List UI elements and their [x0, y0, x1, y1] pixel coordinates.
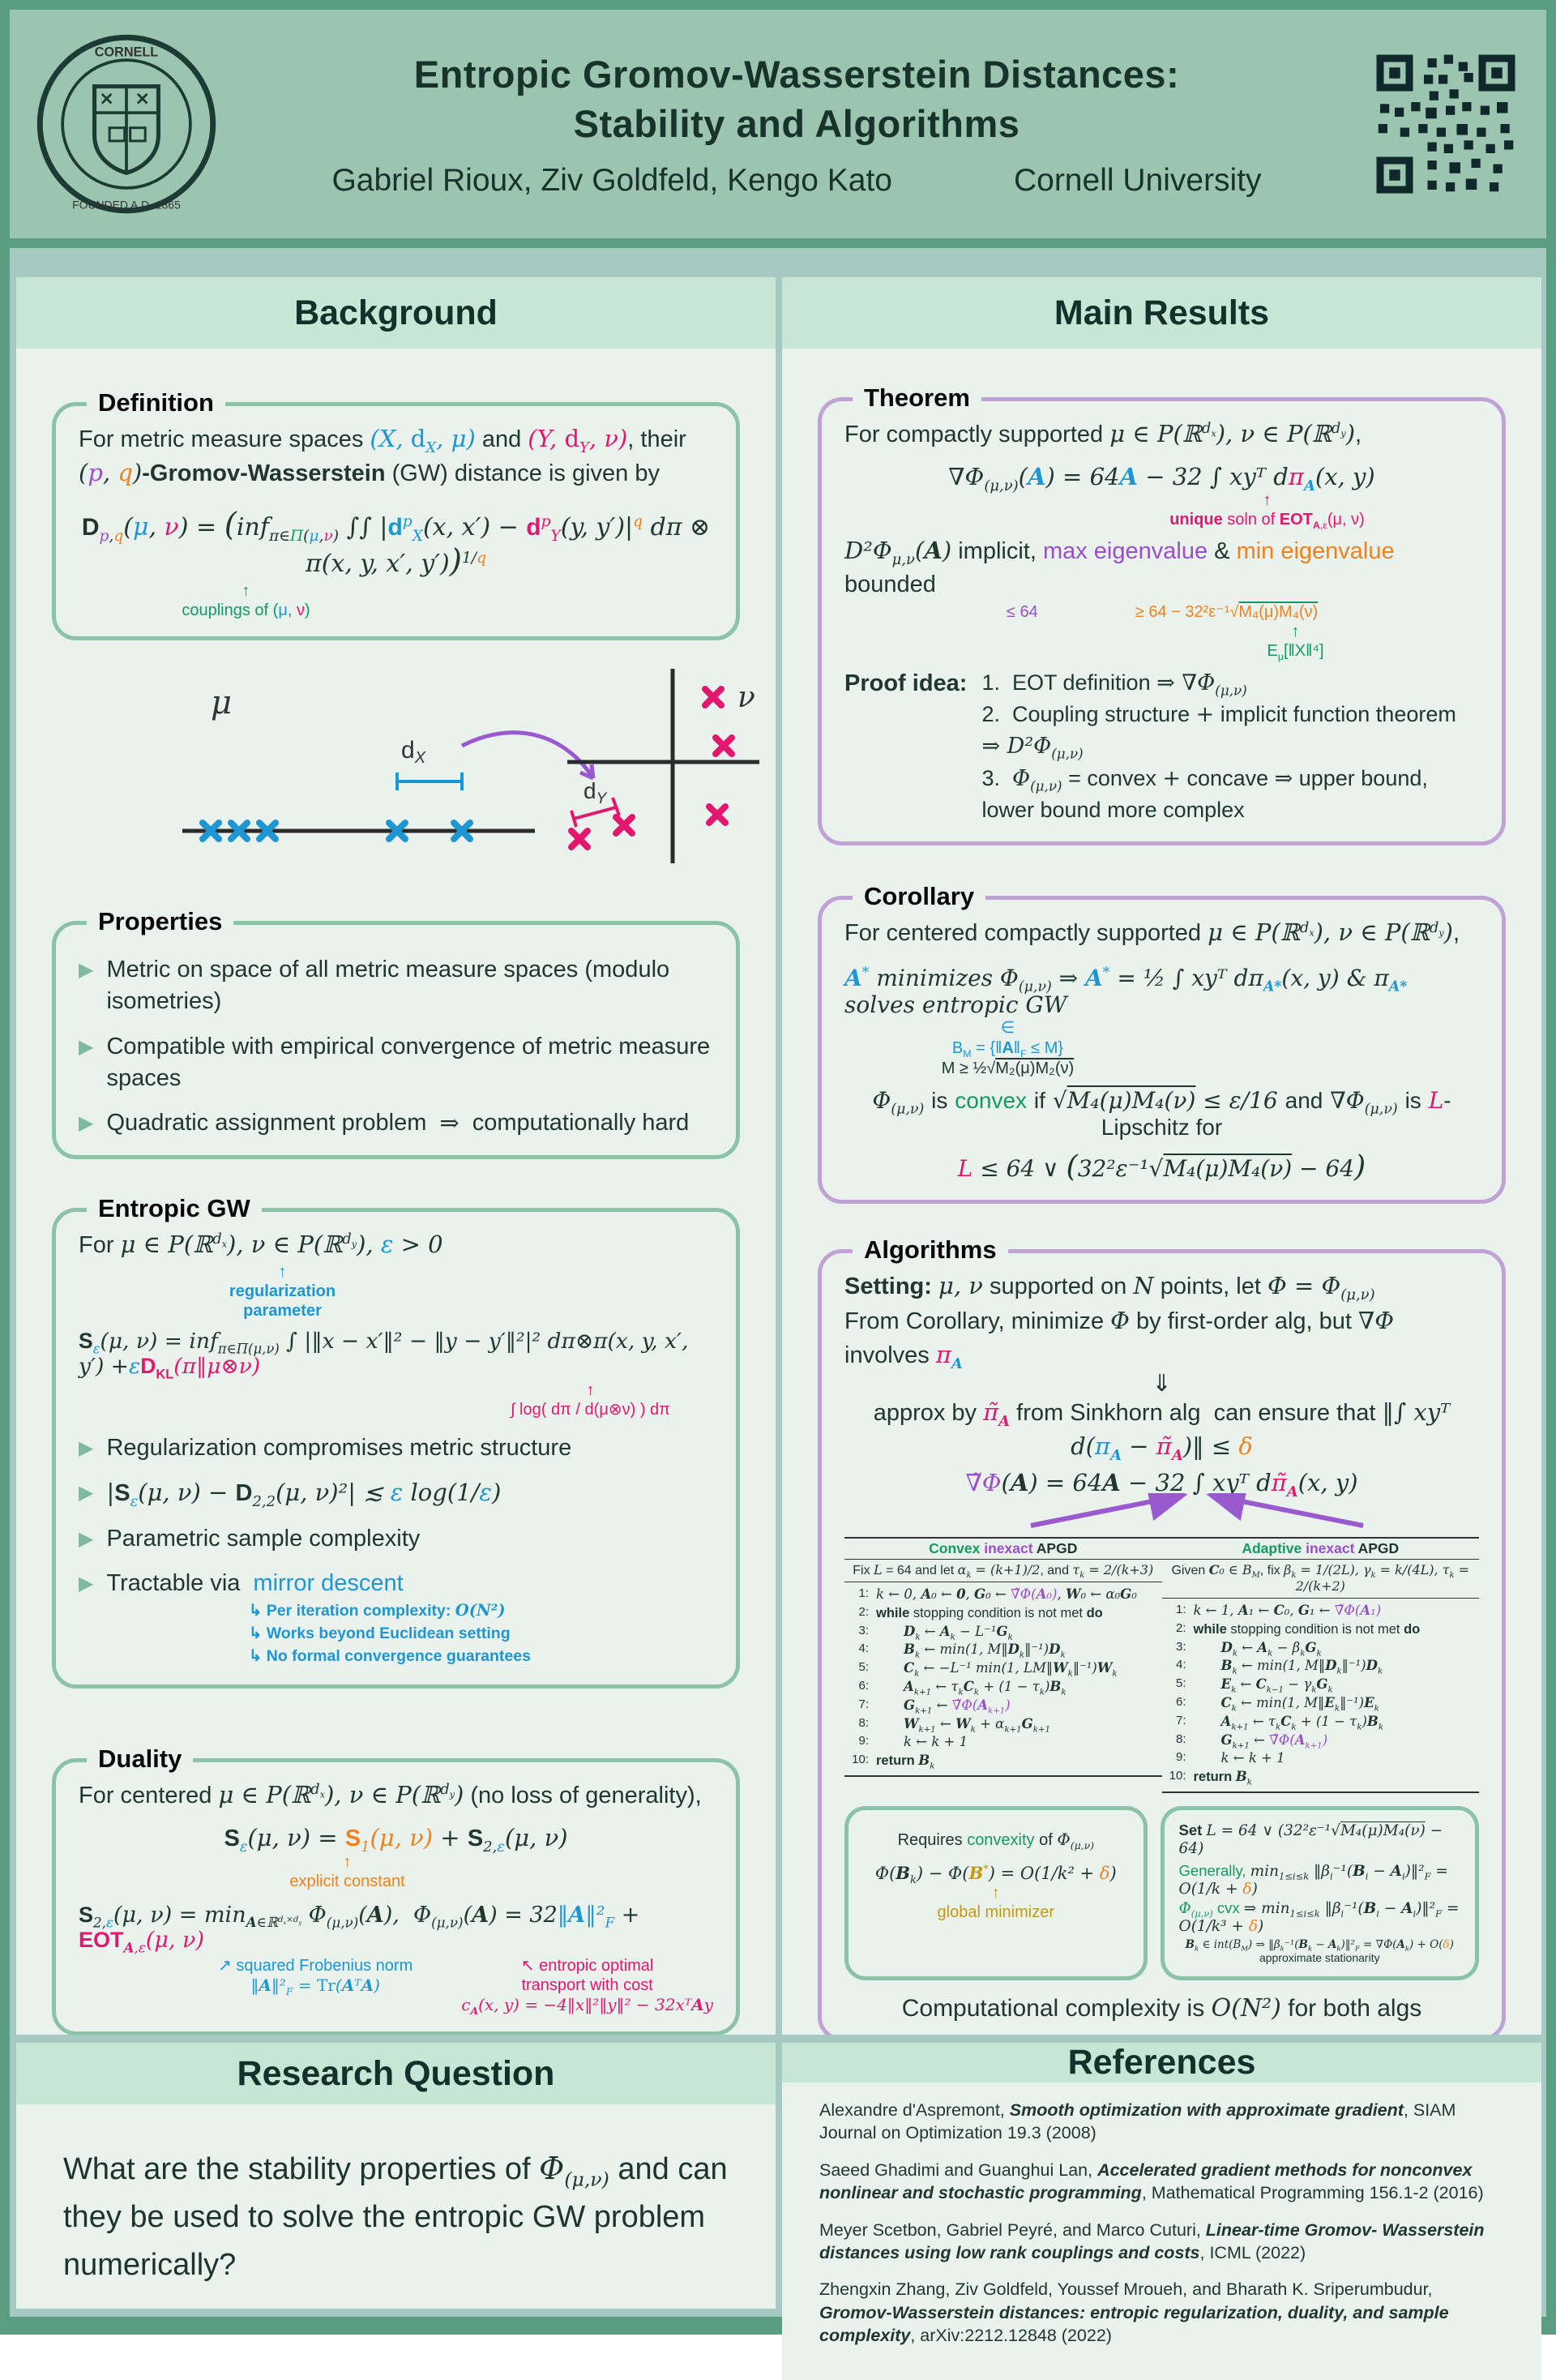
duality-formula2: $S_{2,\varepsilon}(\mu$, $\nu) = \min_{A\in ℝ^{d_x\times d_y}} \Phi_{(\mu,\nu)}(A)$, $\Phi_{(\mu,\nu)}(A)$ = $32‖A‖^2_F + EOT_{A,\varepsilon}(\mu$, ν): [79, 1902, 640, 1956]
gradient-formula: $\nabla\Phi_{(\mu,\nu)}(A) = 64A - 32$ ∫ xyᵀ $d\pi_A(x$, y): [948, 463, 1375, 494]
duality-intro: For centered μ ∈ P(ℝ$^{d_x}$), ν ∈ P(ℝ$^{d_y}$) (no loss of generality),: [79, 1780, 702, 1809]
mirror-descent-note: ↳ No formal convergence guarantees: [249, 1647, 531, 1666]
corollary-title: Corollary: [853, 883, 985, 910]
convexity-line: $\Phi_{(\mu,\nu)}$ is convex if √M₄(μ)M₄(ν) ≤ ε/16 and $\nabla\Phi_{(\mu,\nu)}$ is L-Lipschitz for: [872, 1087, 1451, 1141]
algorithms-line2: From Corollary, minimize Φ by first-order alg, but ∇Φ involves $\pi_A$: [844, 1306, 1395, 1372]
min-eig-note: ≥ 64 − 32²ε⁻¹√M₄(μ)M₄(ν): [1135, 602, 1319, 621]
cornell-seal-logo: [32, 30, 220, 218]
nu-label: ν: [737, 681, 755, 715]
background-column: [16, 277, 776, 2035]
references-panel: [782, 2043, 1541, 2345]
lipschitz-bound: L ≤ 64 ∨ (32²ε⁻¹√M₄(μ)M₄(ν) − 64): [957, 1149, 1366, 1184]
entropic-gw-bullet: ▶ Regularization compromises metric structure: [79, 1432, 713, 1464]
poster-title: [220, 49, 1373, 148]
couplings-note: ↑ couplings of (μ, ν): [182, 582, 310, 620]
poster-title-line2: Stability and Algorithms: [573, 102, 1020, 145]
property-item: ▶ Metric on space of all metric measure spaces (modulo isometries): [79, 954, 713, 1017]
properties-box: [52, 907, 740, 1159]
theorem-intro: For compactly supported μ ∈ P(ℝ$^{d_x}$), ν ∈ P(ℝ$^{d_y}$),: [844, 420, 1362, 447]
reference-item: Zhengxin Zhang, Ziv Goldfeld, Youssef Mroueh, and Bharath K. Sriperumbudur, Gromov-Wasserstein distances: entropic regularization, duality, and sample complexity, arXiv:2212.12848 (2022): [819, 2279, 1449, 2345]
entropic-gw-intro: For μ ∈ P(ℝ$^{d_x}$), ν ∈ P(ℝ$^{d_y}$), ε > 0: [79, 1231, 443, 1259]
reference-item: Saeed Ghadimi and Guanghui Lan, Accelerated gradient methods for nonconvex nonlinear and stochastic programming, Mathematical Programming 156.1-2 (2016): [819, 2160, 1484, 2203]
mirror-descent-note: ↳ Per iteration complexity: O(N²): [249, 1600, 506, 1620]
algorithms-setting: Setting: μ, ν supported on N points, let $\Phi = \Phi_{(\mu,\nu)}$: [844, 1272, 1375, 1304]
main-results-section-title: Main Results: [782, 277, 1541, 349]
convex-apgd-params: Fix L = 64 and let $\alpha_k = (k+1)/2$, and $\tau_k = 2/(k+3)$: [844, 1560, 1162, 1582]
mu-label: μ: [211, 684, 232, 722]
reference-item: Alexandre d'Aspremont, Smooth optimization with approximate gradient, SIAM Journal on Optimization 19.3 (2008): [819, 2100, 1456, 2143]
mm-spaces-figure-svg: [49, 649, 759, 900]
convex-apgd-title: Convex inexact APGD: [844, 1537, 1162, 1560]
research-question-title: Research Question: [16, 2043, 776, 2104]
convex-apgd-algorithm: Convex inexact APGD Fix L = 64 and let $\alpha_k = (k+1)/2$, and $\tau_k = 2/(k+3)$ 1: k ← 0, A₀ ← 0, G₀ ← ∇̃Φ(A₀), W₀ ← α₀G₀ 2: while stopping condition is not met do 3: $D_k$ ← $A_k - L^{-1}G_k$ 4: $B_k$ ← min(1, $M‖D_k‖^{-1})D_k$ 5: $C_k$ ← −L⁻¹ min(1, $LM‖W_k‖^{-1})W_k$ 6: $A_{k+1}$ ← $\tau_kC_k + (1 - \tau_k)B_k$ 7: $G_{k+1}$ ← $\nablã\Phi(A_{k+1})$ 8: $W_{k+1}$ ← $W_k + \alpha_{k+1}G_{k+1}$ 9: k ← k + 1 10: return $B_k$: [844, 1537, 1162, 1793]
research-question-text: What are the stability properties of $\Phi_{(\mu,\nu)}$ and can they be used to solve the entropic GW problem numerically?: [63, 2151, 728, 2283]
mirror-descent-note: ↳ Works beyond Euclidean setting: [249, 1624, 511, 1643]
dy-label: $d_Y$: [584, 778, 607, 808]
adaptive-apgd-title: Adaptive inexact APGD: [1162, 1537, 1480, 1560]
property-item: ▶ Quadratic assignment problem ⇒ computationally hard: [79, 1107, 713, 1139]
algorithms-line3: approx by $\pĩ_A$ from Sinkhorn alg can ensure that ‖∫ xyᵀ $d(\pi_A$ − $\pĩ_A)‖ \le \delta$: [873, 1398, 1451, 1464]
theorem-box: [818, 383, 1506, 845]
duality-formula1: $S_\varepsilon(\mu$, $\nu) = S_1(\mu$, $\nu) + S_{2,\varepsilon}(\mu$, ν): [224, 1823, 568, 1856]
proof-idea-label: Proof idea:: [844, 670, 968, 696]
entropic-gw-title: Entropic GW: [87, 1195, 262, 1222]
entropic-gw-box: [52, 1194, 740, 1689]
duality-title: Duality: [87, 1745, 193, 1773]
background-section-title: Background: [16, 277, 776, 349]
complexity-statement: Computational complexity is O(N²) for both algs: [901, 1993, 1422, 2023]
gradient-to-alg-arrows: [844, 1493, 1541, 1529]
poster-title-line1: Entropic Gromov-Wasserstein Distances:: [413, 52, 1180, 96]
approx-gradient-formula: ∇̃Φ(A) = 64A − 32 ∫ xyᵀ $d\pĩ_A(x$, y): [965, 1469, 1358, 1500]
svg-text:FOUNDED A.D. 1865: FOUNDED A.D. 1865: [72, 198, 181, 212]
references-title: References: [782, 2043, 1541, 2082]
duality-box: [52, 1744, 740, 2035]
property-item: ▶ Compatible with empirical convergence of metric measure spaces: [79, 1031, 713, 1094]
reference-item: Meyer Scetbon, Gabriel Peyré, and Marco Cuturi, Linear-time Gromov- Wasserstein distances using low rank couplings and costs, ICML (2022): [819, 2219, 1485, 2262]
hessian-line: $D^2\Phi_{\mu,\nu}(A)$ implicit, max eigenvalue & min eigenvalue bounded: [844, 537, 1395, 598]
fourth-moment-note: ↑ $E_\mu[‖X‖^4]$: [1267, 622, 1324, 662]
implies-down-arrow: ⇓: [1152, 1370, 1172, 1397]
corollary-intro: For centered compactly supported μ ∈ P(ℝ$^{d_x}$), ν ∈ P(ℝ$^{d_y}$),: [844, 918, 1460, 947]
minimizer-line: A* minimizes $\Phi_{(\mu,\nu)}$ ⇒ A* = ½ ∫ xyᵀ $d\pi_{A*}(x$, y) & $\pi_{A*}$ solves entropic GW: [844, 965, 1408, 1019]
unique-soln-note: ↑ unique soln of $EOT_{A,\varepsilon}(\mu$, ν): [1169, 491, 1365, 532]
regularization-note: ↑ regularization parameter: [229, 1263, 336, 1321]
adaptive-apgd-params: Given C₀ ∈ $B_M$, fix $\beta_k = 1/(2L)$, $\gamma_k = k/(4L)$, $\tau_k = 2/(k+2)$: [1162, 1560, 1480, 1599]
definition-box: [52, 388, 740, 640]
poster-affiliation: Cornell University: [1013, 163, 1262, 199]
adaptive-guarantee-box: Set L = 64 ∨ (32²ε⁻¹√M₄(μ)M₄(ν) − 64) Generally, $\min_{1\le i\le k}$ $‖\beta_i^{-1}(B_i$ − $A_i)‖^2_F = O(1/k + \delta)$ $\Phi_{(\mu,\nu)}$ cvx ⇒ $\min_{1\le i\le k}$ $‖\beta_i^{-1}(B_i$ − $A_i)‖^2_F = O(1/k^3 + \delta)$ $B_k$ ∈ $int(B_M)$ ⇒ $‖\beta_k^{-1}(B_k$ − $A_k)‖^2_F = \nabla\Phi(A_k) + O(\delta)$ approximate stationarity: [1161, 1806, 1479, 1980]
proof-step: 2. Coupling structure + implicit function theorem ⇒ $D^2\Phi_{(\mu,\nu)}$: [981, 701, 1456, 762]
gw-distance-formula: $D_{p,q}(\mu$, ν) = (inf$_{\pi\in\Pi(\mu,\nu)}$ ∫∫ $|d^p_X(x$, $x') - d^p_Y(y$, $y')|^q$ dπ ⊗ π(x, y, x′, y′))$^{1/q}$: [81, 507, 711, 580]
poster-header: [10, 10, 1546, 238]
svg-text:CORNELL: CORNELL: [94, 45, 159, 60]
convex-guarantee-box: Requires convexity of $\Phi_{(\mu,\nu)}$ $\Phi(B_k) - \Phi(B^*) = O(1/k^2 + \delta)$ ↑ global minimizer: [844, 1806, 1148, 1980]
research-question-panel: [16, 2043, 776, 2309]
main-results-column: [782, 277, 1541, 2035]
entropic-gw-bullet: ▶ Tractable via mirror descent: [79, 1568, 713, 1599]
entropic-gw-bullet: ▶ Parametric sample complexity: [79, 1523, 713, 1555]
ball-note: ∈ $B_M$ = $\{‖A‖_F \le M\}$ M ≥ ½√M₂(μ)M₂(ν): [941, 1019, 1075, 1078]
frobenius-note: ↗ squared Frobenius norm $‖A‖^2_F$ = Tr(AᵀA): [218, 1956, 413, 1997]
algorithms-box: [818, 1235, 1506, 2035]
mm-spaces-figure: [49, 649, 755, 900]
definition-title: Definition: [87, 389, 225, 417]
definition-text: For metric measure spaces (X, $d_X$, μ) and (Y, $d_Y$, ν), their (p, q)-Gromov-Wasserstein (GW) distance is given by: [79, 425, 686, 487]
main-area: [10, 248, 1546, 2345]
algorithms-title: Algorithms: [853, 1236, 1008, 1264]
theorem-title: Theorem: [853, 384, 981, 412]
dx-label: $d_X$: [401, 737, 426, 768]
corollary-box: [818, 882, 1506, 1204]
proof-step: 3. $\Phi_{(\mu,\nu)}$ = convex + concave ⇒ upper bound, lower bound more complex: [981, 765, 1428, 822]
properties-title: Properties: [87, 908, 233, 935]
entropic-gw-formula: $S_\varepsilon(\mu$, ν) = inf$_{\pi\in\Pi(\mu,\nu)}$ ∫ |‖x − x′‖² − ‖y − y′‖²|² dπ⊗π(x, y, x′, $y') +\varepsilon D_{KL}(\pi‖\mu\otimes\nu)$: [79, 1329, 689, 1382]
adaptive-apgd-algorithm: Adaptive inexact APGD Given C₀ ∈ $B_M$, fix $\beta_k = 1/(2L)$, $\gamma_k = k/(4L)$, $\tau_k = 2/(k+2)$ 1: k ← 1, A₁ ← C₀, G₁ ← ∇̃Φ(A₁) 2: while stopping condition is not met do 3: $D_k$ ← $A_k - \beta_kG_k$ 4: $B_k$ ← min(1, $M‖D_k‖^{-1})D_k$ 5: $E_k$ ← $C_{k-1} - \gamma_kG_k$ 6: $C_k$ ← min(1, $M‖E_k‖^{-1})E_k$ 7: $A_{k+1}$ ← $\tau_kC_k + (1 - \tau_k)B_k$ 8: $G_{k+1}$ ← $\nablã\Phi(A_{k+1})$ 9: k ← k + 1 10: return $B_k$: [1162, 1537, 1480, 1793]
kl-note: ↑ ∫ log( dπ / d(μ⊗ν) ) dπ: [511, 1381, 670, 1419]
qr-code: [1373, 51, 1519, 197]
max-eig-note: ≤ 64: [1007, 602, 1038, 621]
eot-cost-note: ↖ entropic optimal transport with cost $c_A(x$, y) = −4‖x‖²‖y‖² − 32xᵀAy: [461, 1956, 713, 2017]
poster-authors: Gabriel Rioux, Ziv Goldfeld, Kengo Kato: [331, 163, 892, 199]
explicit-constant-note: ↑ explicit constant: [289, 1852, 405, 1890]
proof-step: 1. EOT definition ⇒ $\nabla\Phi_{(\mu,\nu)}$: [981, 670, 1247, 698]
entropic-gw-bullet: ▶ $|S_\varepsilon(\mu$, $\nu) - D_{2,2}(\mu$, ν)²| ≲ ε log(1/ε): [79, 1477, 713, 1509]
